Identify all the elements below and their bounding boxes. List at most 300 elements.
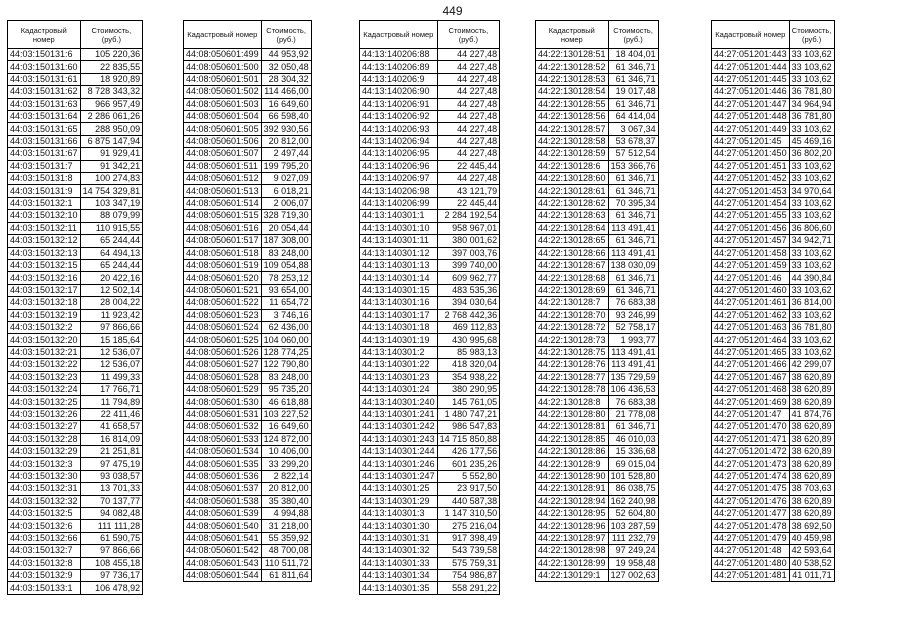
cost-cell: 33 103,62 [789,61,834,73]
table-row [360,49,500,61]
table-row [360,421,500,433]
cost-cell: 64 494,13 [80,247,143,259]
cost-cell: 162 240,98 [608,495,658,507]
table-row [360,383,500,395]
cost-cell: 65 244,44 [80,259,143,271]
cadastral-number-cell: 44:27:051201:476 [712,495,790,507]
table-row [360,185,500,197]
cost-cell: 18 920,89 [80,73,143,85]
cadastral-number-cell: 44:22:130128:53 [536,73,609,85]
cadastral-number-cell: 44:27:051201:48 [712,545,790,557]
table-row [8,272,143,284]
cadastral-number-cell: 44:03:150132:10 [8,210,81,222]
table-row [536,309,659,321]
table-row [184,346,312,358]
table-row [712,98,835,110]
cadastral-number-cell: 44:08:050601:502 [184,86,262,98]
cost-cell: 28 004,22 [80,297,143,309]
cost-cell: 33 299,20 [261,458,311,470]
table-row [536,148,659,160]
cost-cell: 57 512,54 [608,148,658,160]
cadastral-number-cell: 44:03:150131:8 [8,173,81,185]
table-row [8,135,143,147]
cost-cell: 44 227,48 [437,49,500,61]
cost-table-3 [359,20,500,595]
table-row [8,421,143,433]
cost-cell: 1 147 310,50 [437,508,500,520]
cost-cell: 100 274,83 [80,173,143,185]
table-row [536,334,659,346]
cost-cell: 44 227,48 [437,135,500,147]
table-row [184,135,312,147]
cadastral-number-cell: 44:22:130128:98 [536,545,609,557]
cost-cell: 19 958,48 [608,557,658,569]
cadastral-number-cell: 44:27:051201:443 [712,49,790,61]
cost-cell: 20 812,00 [261,135,311,147]
table-row [8,235,143,247]
table-row [8,73,143,85]
cadastral-number-cell: 44:22:130128:62 [536,197,609,209]
table-row [536,396,659,408]
cost-cell: 55 359,92 [261,532,311,544]
cadastral-number-cell: 44:13:140206:90 [360,86,438,98]
cadastral-number-header: Кадастровый номер [712,21,790,49]
table-row [8,520,143,532]
cadastral-number-cell: 44:03:150132:12 [8,235,81,247]
table-row [184,148,312,160]
cadastral-number-cell: 44:27:051201:466 [712,359,790,371]
cadastral-number-cell: 44:22:130128:67 [536,259,609,271]
cost-cell: 38 620,89 [789,458,834,470]
cadastral-number-cell: 44:08:050601:530 [184,396,262,408]
table-row [8,111,143,123]
table-row [184,173,312,185]
table-row [184,235,312,247]
table-row [184,371,312,383]
cost-cell: 78 253,12 [261,272,311,284]
cost-cell: 966 957,49 [80,98,143,110]
cadastral-number-cell: 44:03:150131:7 [8,160,81,172]
table-row [712,346,835,358]
cadastral-number-cell: 44:27:051201:455 [712,210,790,222]
table-row [184,259,312,271]
cadastral-number-cell: 44:27:051201:453 [712,185,790,197]
cost-cell: 33 103,62 [789,160,834,172]
table-row [360,408,500,420]
table-row [536,557,659,569]
table-row [536,197,659,209]
cadastral-number-cell: 44:13:140301:19 [360,334,438,346]
cost-cell: 40 459,98 [789,532,834,544]
cost-cell: 15 336,68 [608,446,658,458]
table-row [184,532,312,544]
cost-cell: 469 112,83 [437,321,500,333]
cadastral-number-cell: 44:13:140301:10 [360,222,438,234]
cost-table-5 [711,20,835,582]
cost-cell: 33 103,62 [789,73,834,85]
table-row [8,173,143,185]
cadastral-number-cell: 44:27:051201:464 [712,334,790,346]
cadastral-number-cell: 44:13:140301:29 [360,495,438,507]
table-row [536,421,659,433]
cadastral-number-cell: 44:08:050601:524 [184,321,262,333]
table-row [712,458,835,470]
table-row [712,247,835,259]
table-row [360,284,500,296]
table-row [712,359,835,371]
cost-cell: 127 002,63 [608,570,658,582]
cost-cell: 9 027,09 [261,173,311,185]
cadastral-number-header: Кадастровый номер [184,21,262,49]
cost-cell: 483 535,36 [437,284,500,296]
cost-cell: 36 802,20 [789,148,834,160]
cost-cell: 1 480 747,21 [437,408,500,420]
table-row [360,235,500,247]
cadastral-number-cell: 44:03:150132:66 [8,532,81,544]
cadastral-number-cell: 44:22:130128:8 [536,396,609,408]
cadastral-number-cell: 44:27:051201:481 [712,570,790,582]
cost-cell: 61 346,71 [608,421,658,433]
cost-cell: 32 050,48 [261,61,311,73]
cost-cell: 88 079,99 [80,210,143,222]
cost-cell: 397 003,76 [437,247,500,259]
cadastral-number-cell: 44:22:130128:61 [536,185,609,197]
cadastral-number-cell: 44:08:050601:535 [184,458,262,470]
table-row [184,49,312,61]
cadastral-number-cell: 44:13:140301:35 [360,582,438,594]
table-row [8,148,143,160]
table-row [184,508,312,520]
cadastral-number-cell: 44:22:130128:7 [536,297,609,309]
table-row [8,297,143,309]
table-row [712,49,835,61]
cost-cell: 61 346,71 [608,73,658,85]
cost-cell: 44 227,48 [437,73,500,85]
cost-cell: 2 768 442,36 [437,309,500,321]
cost-cell: 113 491,41 [608,346,658,358]
cost-cell: 109 054,88 [261,259,311,271]
cost-table-1 [7,20,143,595]
cadastral-number-cell: 44:03:150132:1 [8,197,81,209]
table-row [536,73,659,85]
cadastral-number-cell: 44:22:130128:95 [536,508,609,520]
table-row [536,272,659,284]
table-row [184,309,312,321]
cost-cell: 103 347,19 [80,197,143,209]
cadastral-number-cell: 44:13:140301:17 [360,309,438,321]
cadastral-number-cell: 44:13:140206:9 [360,73,438,85]
cost-cell: 11 923,42 [80,309,143,321]
table-row [360,222,500,234]
cost-cell: 104 060,00 [261,334,311,346]
cost-cell: 275 216,04 [437,520,500,532]
table-header-row [536,21,659,49]
cost-cell: 145 761,05 [437,396,500,408]
cadastral-number-cell: 44:13:140301:15 [360,284,438,296]
cadastral-number-cell: 44:03:150132:3 [8,458,81,470]
cost-cell: 40 538,52 [789,557,834,569]
cost-cell: 111 111,28 [80,520,143,532]
cost-cell: 33 103,62 [789,123,834,135]
cadastral-number-cell: 44:08:050601:528 [184,371,262,383]
cost-cell: 14 754 329,81 [80,185,143,197]
table-row [712,557,835,569]
table-row [360,197,500,209]
cost-cell: 12 536,07 [80,359,143,371]
table-row [536,185,659,197]
cadastral-number-cell: 44:27:051201:45 [712,135,790,147]
cost-cell: 16 814,09 [80,433,143,445]
cadastral-number-cell: 44:27:051201:446 [712,86,790,98]
cost-cell: 69 015,04 [608,458,658,470]
cost-cell: 36 806,60 [789,222,834,234]
cost-cell: 113 491,41 [608,222,658,234]
cost-cell: 61 346,71 [608,173,658,185]
cadastral-number-cell: 44:03:150131:60 [8,61,81,73]
cost-cell: 38 620,89 [789,495,834,507]
table-row [360,458,500,470]
cost-header: Стоимость, (руб.) [80,21,143,49]
cost-cell: 76 683,38 [608,297,658,309]
table-row [8,570,143,582]
cost-cell: 328 719,30 [261,210,311,222]
table-row [184,197,312,209]
cadastral-number-cell: 44:08:050601:514 [184,197,262,209]
cost-cell: 108 455,18 [80,557,143,569]
table-row [360,297,500,309]
table-row [536,458,659,470]
cadastral-number-cell: 44:03:150132:20 [8,334,81,346]
cadastral-number-cell: 44:03:150131:6 [8,49,81,61]
cadastral-number-cell: 44:08:050601:512 [184,173,262,185]
cadastral-number-cell: 44:08:050601:532 [184,421,262,433]
table-row [712,222,835,234]
cadastral-number-cell: 44:13:140301:247 [360,470,438,482]
cost-cell: 103 227,52 [261,408,311,420]
table-row [184,185,312,197]
cost-cell: 380 001,62 [437,235,500,247]
cadastral-number-cell: 44:27:051201:445 [712,73,790,85]
cost-cell: 33 103,62 [789,49,834,61]
cadastral-number-cell: 44:08:050601:527 [184,359,262,371]
cost-cell: 101 528,80 [608,470,658,482]
cadastral-number-cell: 44:13:140301:13 [360,259,438,271]
cadastral-number-cell: 44:13:140301:30 [360,520,438,532]
table-row [184,383,312,395]
cost-cell: 113 491,41 [608,359,658,371]
cadastral-number-cell: 44:13:140206:88 [360,49,438,61]
table-row [8,458,143,470]
cost-cell: 61 346,71 [608,235,658,247]
table-row [8,446,143,458]
cost-cell: 16 649,60 [261,421,311,433]
cost-cell: 66 598,40 [261,111,311,123]
cadastral-number-cell: 44:27:051201:477 [712,508,790,520]
cadastral-number-cell: 44:27:051201:465 [712,346,790,358]
cadastral-number-cell: 44:13:140301:11 [360,235,438,247]
cadastral-number-cell: 44:03:150132:28 [8,433,81,445]
cadastral-number-cell: 44:03:150132:25 [8,396,81,408]
cadastral-number-cell: 44:03:150132:27 [8,421,81,433]
cadastral-number-cell: 44:27:051201:463 [712,321,790,333]
cadastral-number-cell: 44:13:140301:33 [360,557,438,569]
cost-cell: 2 286 061,26 [80,111,143,123]
cadastral-number-cell: 44:08:050601:511 [184,160,262,172]
cost-cell: 91 929,41 [80,148,143,160]
cadastral-number-cell: 44:03:150132:31 [8,483,81,495]
table-row [8,284,143,296]
cost-cell: 754 986,87 [437,570,500,582]
table-row [8,495,143,507]
cost-cell: 36 781,80 [789,321,834,333]
cadastral-number-cell: 44:22:130128:9 [536,458,609,470]
table-row [536,520,659,532]
cadastral-number-cell: 44:27:051201:474 [712,470,790,482]
cadastral-number-cell: 44:08:050601:501 [184,73,262,85]
cost-cell: 113 491,41 [608,247,658,259]
table-row [360,210,500,222]
cost-cell: 70 395,34 [608,197,658,209]
table-row [712,570,835,582]
table-row [8,185,143,197]
cadastral-number-cell: 44:08:050601:523 [184,309,262,321]
cadastral-number-cell: 44:08:050601:505 [184,123,262,135]
table-row [360,557,500,569]
table-row [8,259,143,271]
table-row [712,321,835,333]
cost-cell: 44 227,48 [437,148,500,160]
table-row [536,433,659,445]
table-header-row [8,21,143,49]
cadastral-number-cell: 44:27:051201:449 [712,123,790,135]
cadastral-number-cell: 44:22:130128:65 [536,235,609,247]
cadastral-number-cell: 44:27:051201:471 [712,433,790,445]
cadastral-number-cell: 44:13:140206:92 [360,111,438,123]
cost-cell: 20 812,00 [261,483,311,495]
table-row [8,309,143,321]
cost-cell: 418 320,04 [437,359,500,371]
cost-cell: 3 067,34 [608,123,658,135]
table-row [360,247,500,259]
cost-cell: 36 781,80 [789,86,834,98]
cost-cell: 111 232,79 [608,532,658,544]
cadastral-number-cell: 44:22:130128:64 [536,222,609,234]
cost-cell: 97 736,17 [80,570,143,582]
cadastral-number-cell: 44:08:050601:529 [184,383,262,395]
cadastral-number-cell: 44:22:130128:68 [536,272,609,284]
table-row [8,359,143,371]
cost-cell: 106 436,53 [608,383,658,395]
table-row [712,483,835,495]
table-row [8,123,143,135]
cadastral-number-cell: 44:22:130128:70 [536,309,609,321]
table-row [8,61,143,73]
table-row [712,408,835,420]
table-row [536,570,659,582]
cost-cell: 93 246,99 [608,309,658,321]
table-row [184,408,312,420]
cadastral-number-cell: 44:13:140301:240 [360,396,438,408]
cost-cell: 42 593,64 [789,545,834,557]
table-row [8,396,143,408]
cost-cell: 124 872,00 [261,433,311,445]
cadastral-number-cell: 44:08:050601:540 [184,520,262,532]
cost-cell: 38 620,89 [789,433,834,445]
cost-cell: 199 795,20 [261,160,311,172]
cost-cell: 83 248,00 [261,371,311,383]
table-row [8,408,143,420]
cadastral-number-cell: 44:13:140206:96 [360,160,438,172]
cost-cell: 35 380,40 [261,495,311,507]
table-row [712,508,835,520]
cost-cell: 399 740,00 [437,259,500,271]
cadastral-number-cell: 44:22:130128:54 [536,86,609,98]
cost-cell: 38 620,89 [789,470,834,482]
cadastral-number-cell: 44:08:050601:538 [184,495,262,507]
cost-cell: 15 185,64 [80,334,143,346]
cadastral-number-cell: 44:13:140301:31 [360,532,438,544]
cadastral-number-cell: 44:08:050601:500 [184,61,262,73]
table-row [536,86,659,98]
table-row [536,359,659,371]
cost-cell: 86 038,75 [608,483,658,495]
table-row [8,247,143,259]
table-row [8,483,143,495]
cost-cell: 543 739,58 [437,545,500,557]
table-row [8,532,143,544]
cost-cell: 38 620,89 [789,508,834,520]
cost-cell: 46 010,03 [608,433,658,445]
table-row [360,98,500,110]
cadastral-number-cell: 44:08:050601:517 [184,235,262,247]
table-row [360,173,500,185]
cadastral-number-cell: 44:27:051201:461 [712,297,790,309]
cost-cell: 38 620,89 [789,446,834,458]
table-row [712,433,835,445]
table-row [712,135,835,147]
cadastral-number-cell: 44:27:051201:473 [712,458,790,470]
cadastral-number-cell: 44:03:150131:61 [8,73,81,85]
cadastral-number-cell: 44:13:140301:246 [360,458,438,470]
cadastral-number-cell: 44:22:130128:59 [536,148,609,160]
cadastral-number-cell: 44:13:140301:2 [360,346,438,358]
cost-cell: 20 054,44 [261,222,311,234]
cadastral-number-cell: 44:13:140301:16 [360,297,438,309]
table-row [8,98,143,110]
table-row [360,73,500,85]
cost-cell: 42 299,07 [789,359,834,371]
cadastral-number-cell: 44:03:150132:11 [8,222,81,234]
cost-cell: 122 790,80 [261,359,311,371]
cadastral-number-cell: 44:22:130128:51 [536,49,609,61]
table-row [536,383,659,395]
table-row [536,408,659,420]
table-row [360,321,500,333]
table-row [184,123,312,135]
cadastral-number-cell: 44:22:130128:57 [536,123,609,135]
table-row [712,86,835,98]
cadastral-number-cell: 44:13:140301:241 [360,408,438,420]
table-row [360,483,500,495]
cadastral-number-cell: 44:22:130128:99 [536,557,609,569]
table-row [536,532,659,544]
cost-cell: 61 346,71 [608,272,658,284]
table-row [184,570,312,582]
cadastral-number-cell: 44:03:150132:21 [8,346,81,358]
cadastral-number-cell: 44:08:050601:537 [184,483,262,495]
cadastral-number-cell: 44:03:150132:5 [8,508,81,520]
cost-cell: 11 654,72 [261,297,311,309]
